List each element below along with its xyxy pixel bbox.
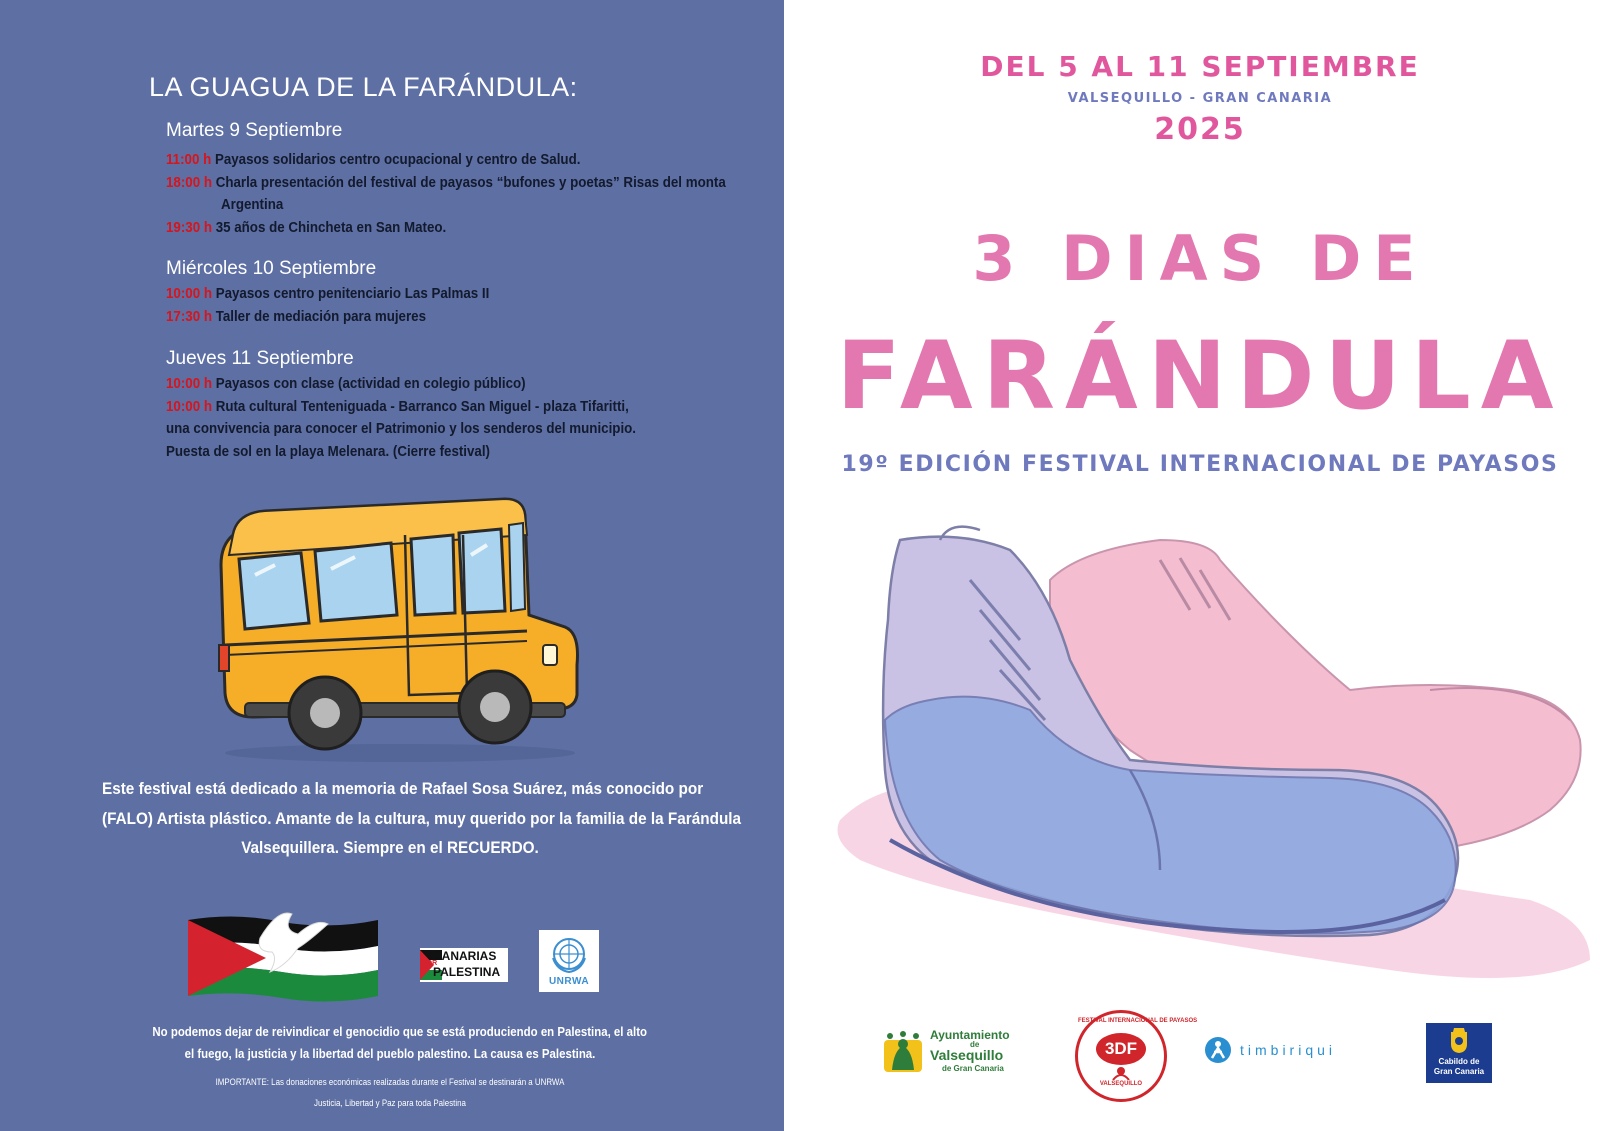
timbiriqui-logo [1204,1036,1364,1066]
clown-shoes-illustration [830,520,1600,1000]
event-time: 10:00 h [166,286,212,302]
headline-line2: FARÁNDULA [836,322,1564,431]
festival-seal-logo [1075,1010,1198,1102]
left-panel [0,0,784,1131]
timbiriqui-icon [1204,1036,1232,1064]
timbiriqui-text: timbiriqui [1240,1042,1337,1058]
event-text: 35 años de Chincheta en San Mateo. [215,220,447,236]
un-emblem-icon [549,934,589,974]
event-time: 10:00 h [166,376,212,392]
important-note: IMPORTANTE: Las donaciones económicas realizadas durante el Festival se destinarán a UNRWA [215,1077,565,1087]
event-text: Payasos solidarios centro ocupacional y centro de Salud. [214,152,581,168]
day-heading-jueves: Jueves 11 Septiembre [166,348,354,369]
event-text: Payasos con clase (actividad en colegio público) [215,376,526,392]
palestine-flag-icon [186,908,380,1006]
edition-subtitle: 19º EDICIÓN FESTIVAL INTERNACIONAL DE PAYASOS [841,452,1559,477]
event-line [166,283,489,306]
event-line [166,306,426,329]
event-time: 18:00 h [166,175,212,191]
day-heading-martes: Martes 9 Septiembre [166,120,343,141]
seal-3df-text: 3DF [1096,1033,1146,1065]
palestina-text: PALESTINA [433,965,501,979]
cabildo-text-1: Cabildo de [1438,1057,1480,1066]
valsequillo-text: Valsequillo [930,1047,1004,1063]
event-time: 11:00 h [166,152,212,168]
valsequillo-emblem-icon [880,1030,926,1076]
cabildo-gran-canaria-logo [1426,1023,1492,1083]
dedication-line: (FALO) Artista plástico. Amante de la cultura, muy querido por la familia de la Farándula [102,808,742,828]
headline-line1: 3 DIAS DE [972,222,1428,295]
event-line-cont: una convivencia para conocer el Patrimonio y los senderos del municipio. [166,421,637,437]
event-line [166,373,526,396]
event-time: 19:30 h [166,220,212,236]
event-text: Taller de mediación para mujeres [215,309,427,325]
clown-figure-icon [1111,1066,1131,1080]
event-line-cont: Puesta de sol en la playa Melenara. (Cierre festival) [166,444,491,460]
seal-ring-text: FESTIVAL INTERNACIONAL DE PAYASOS [1078,1018,1198,1024]
gran-canaria-text: de Gran Canaria [942,1064,1004,1073]
dedication-line: Valsequillera. Siempre en el RECUERDO. [241,838,539,857]
event-line [166,217,446,240]
event-text: Charla presentación del festival de payasos “bufones y poetas” Risas del monta [215,175,726,191]
cabildo-text-2: Gran Canaria [1433,1067,1485,1076]
event-line [166,172,726,195]
event-line [166,396,629,419]
day-heading-miercoles: Miércoles 10 Septiembre [166,258,377,279]
school-bus-illustration [205,495,595,770]
unrwa-text: UNRWA [548,976,590,987]
festival-dates: DEL 5 AL 11 SEPTIEMBRE [980,50,1420,83]
canarias-text: CANARIAS [433,949,497,963]
event-time: 17:30 h [166,309,212,325]
page-gutter [784,0,800,1131]
event-text: Payasos centro penitenciario Las Palmas II [215,286,490,302]
festival-year: 2025 [1154,112,1246,147]
event-time: 10:00 h [166,399,212,415]
ayuntamiento-valsequillo-logo [880,1028,1030,1076]
canarias-por-palestina-logo [420,948,508,982]
por-text: POR [422,960,438,967]
seal-bottom-text: VALSEQUILLO [1099,1081,1143,1087]
festival-place: VALSEQUILLO - GRAN CANARIA [1067,91,1333,106]
ayto-text: Ayuntamiento [930,1028,1010,1042]
cabildo-crest-icon [1448,1026,1470,1054]
dedication [102,774,742,863]
event-line [166,149,580,172]
ayto-de-text: de [970,1040,980,1049]
dedication-line: Este festival está dedicado a la memoria de Rafael Sosa Suárez, más conocido por [102,779,704,798]
event-text: Ruta cultural Tenteniguada - Barranco San Miguel - plaza Tifaritti, [215,399,629,415]
motto: Justicia, Libertad y Paz para toda Palestina [314,1098,466,1108]
event-line-cont: Argentina [221,197,284,213]
unrwa-logo [539,930,599,992]
guagua-title: LA GUAGUA DE LA FARÁNDULA: [149,72,578,102]
footer-line: No podemos dejar de reivindicar el genocidio que se está produciendo en Palestina, el alto [152,1024,648,1039]
footer-line: el fuego, la justicia y la libertad del pueblo palestino. La causa es Palestina. [184,1046,596,1061]
